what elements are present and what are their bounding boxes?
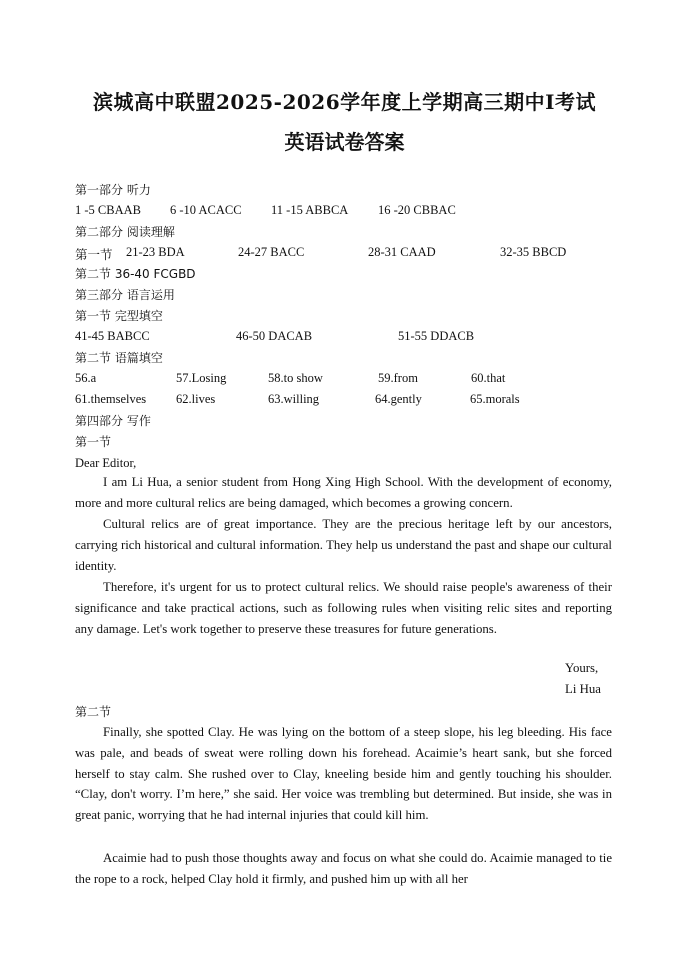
answer-group: 24-27 BACC — [238, 245, 305, 259]
answer-group: 21-23 BDA — [126, 245, 185, 259]
letter-paragraph: Cultural relics are of great importance. They are the precious heritage left by our ancestors, carrying rich historical and cultural information. They help us understand the past and shape our cultural identity. — [75, 517, 612, 573]
grammar-answer: 57.Losing — [176, 371, 227, 385]
section-label: 第二节 — [75, 705, 112, 719]
story-paragraph: Finally, she spotted Clay. He was lying on the bottom of a steep slope, his leg bleeding. His face was pale, and beads of sweat were rolling down his forehead. Acaimie’s heart sank, but she forced herself to stay calm. She rushed over to Clay, kneeling beside him and gently touching his shoulder. “Clay, don't worry. I’m here,” she said. Her voice was trembling but determined. But inside, she was in great panic, worrying that he had internal injuries that could kill him. — [75, 725, 612, 823]
letter-closing: Yours, — [565, 661, 599, 675]
part1-heading: 第一部分 听力 — [75, 183, 151, 197]
answer-group: 51-55 DDACB — [398, 329, 475, 343]
grammar-answer: 64.gently — [375, 392, 422, 406]
answer-group: 28-31 CAAD — [368, 245, 436, 259]
story-paragraph: Acaimie had to push those thoughts away and focus on what she could do. Acaimie managed to tie the rope to a rock, helped Clay hold it firmly, and pushed him up with all her — [75, 851, 612, 886]
letter-paragraph: Therefore, it's urgent for us to protect cultural relics. We should raise people's awareness of their significance and take practical actions, such as following rules when visiting relic sites and reporting any damage. Let's work together to preserve these treasures for future generations. — [75, 580, 612, 636]
answer-group: 41-45 BABCC — [75, 329, 150, 343]
section-label: 第一节 — [75, 435, 112, 449]
grammar-answer: 58.to show — [268, 371, 323, 385]
grammar-answer: 56.a — [75, 371, 97, 385]
letter-greeting: Dear Editor, — [75, 456, 137, 470]
part3-section1-heading: 第一节 完型填空 — [75, 309, 163, 323]
page-subtitle: 英语试卷答案 — [284, 130, 405, 154]
answer-group: 1 -5 CBAAB — [75, 203, 141, 217]
letter-signature: Li Hua — [565, 682, 601, 696]
grammar-answer: 65.morals — [470, 392, 520, 406]
grammar-answer: 59.from — [378, 371, 418, 385]
answer-group: 16 -20 CBBAC — [378, 203, 456, 217]
answer-group: 32-35 BBCD — [500, 245, 567, 259]
answer-group: 11 -15 ABBCA — [271, 203, 349, 217]
page-title: 滨城高中联盟2025-2026学年度上学期高三期中Ⅰ考试 — [93, 90, 596, 114]
grammar-answer: 62.lives — [176, 392, 216, 406]
part2-section2-line: 第二节 36-40 FCGBD — [75, 267, 196, 281]
part4-heading: 第四部分 写作 — [75, 414, 151, 428]
letter-paragraph: I am Li Hua, a senior student from Hong Xing High School. With the development of economy, more and more cultural relics are being damaged, which becomes a growing concern. — [75, 475, 612, 510]
part3-section2-heading: 第二节 语篇填空 — [75, 351, 163, 365]
part2-heading: 第二部分 阅读理解 — [75, 225, 175, 239]
answer-group: 46-50 DACAB — [236, 329, 313, 343]
grammar-answer: 61.themselves — [75, 392, 147, 406]
grammar-answer: 63.willing — [268, 392, 320, 406]
section-label: 第一节 — [75, 248, 113, 262]
answer-group: 6 -10 ACACC — [170, 203, 242, 217]
grammar-answer: 60.that — [471, 371, 506, 385]
part3-heading: 第三部分 语言运用 — [75, 288, 175, 302]
